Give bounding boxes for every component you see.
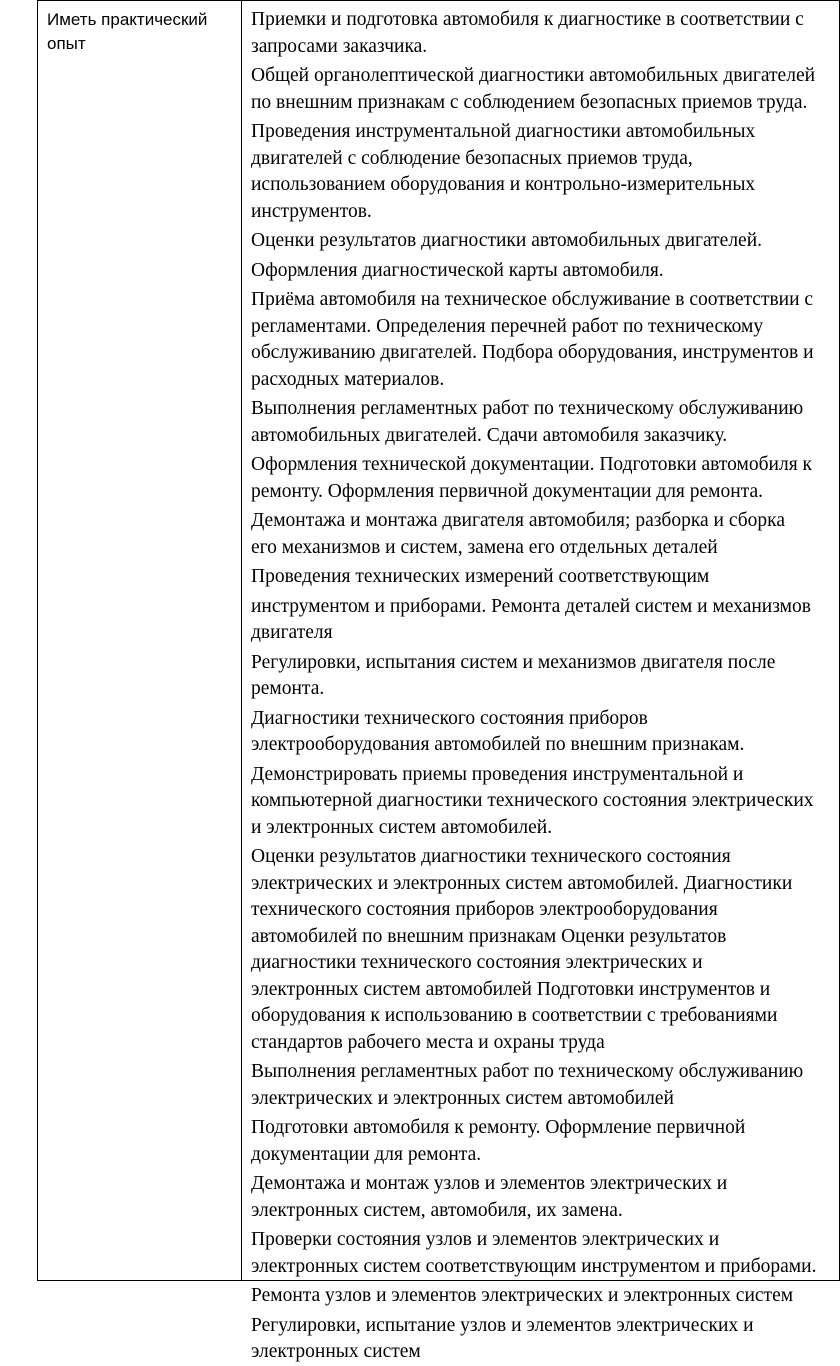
text-line: двигателей с соблюдение безопасных приемов труда, <box>251 147 693 169</box>
text-line: Выполнения регламентных работ по техническому обслуживанию <box>251 398 804 419</box>
text-line: электронных систем соответствующим инструментом и приборами. <box>251 1255 817 1277</box>
right-cell <box>242 1 840 1362</box>
text-line: использованием оборудования и контрольно-измерительных <box>251 174 756 195</box>
text-line: Диагностики технического состояния приборов <box>251 707 648 729</box>
table-row <box>38 1 840 1281</box>
right-cell-content <box>242 1 839 1362</box>
left-cell-text: Иметь практический опыт <box>47 10 208 53</box>
text-line: обслуживанию двигателей. Подбора оборудования, инструментов и <box>251 342 814 363</box>
text-line: электрических и электронных систем автомобилей <box>251 1087 674 1109</box>
text-line: и электронных систем автомобилей. <box>251 816 553 838</box>
text-line: Регулировки, испытание узлов и элементов электрических и <box>251 1314 754 1336</box>
text-line: технического состояния приборов электрооборудования <box>251 899 718 920</box>
left-cell <box>38 1 242 1281</box>
text-line: электрооборудования автомобилей по внешним признакам. <box>251 734 745 755</box>
text-line: электронных систем <box>251 1341 421 1362</box>
text-line: Подготовки автомобиля к ремонту. Оформление первичной <box>251 1117 746 1138</box>
text-line: электрических и электронных систем автомобилей. Диагностики <box>251 872 793 894</box>
text-line: автомобилей по внешним признакам Оценки результатов <box>251 925 727 947</box>
text-line: по внешним признакам с соблюдением безопасных приемов труда. <box>251 91 808 113</box>
text-line: оборудования к использованию в соответствии с требованиями <box>251 1005 778 1026</box>
text-line: компьютерной диагностики технического состояния электрических <box>251 790 814 811</box>
text-line: Оформления диагностической карты автомобиля. <box>251 259 664 281</box>
text-line: Оформления технической документации. Подготовки автомобиля к <box>251 454 813 475</box>
text-line: Оценки результатов диагностики автомобильных двигателей. <box>251 230 763 251</box>
text-line: Выполнения регламентных работ по техническому обслуживанию <box>251 1061 804 1082</box>
text-line: инструментов. <box>251 200 372 222</box>
text-line: документации для ремонта. <box>251 1143 482 1165</box>
text-line: стандартов рабочего места и охраны труда <box>251 1031 605 1053</box>
text-line: автомобильных двигателей. Сдачи автомобиля заказчику. <box>251 424 728 446</box>
text-line: Проведения инструментальной диагностики автомобильных <box>251 121 756 142</box>
text-line: Проверки состояния узлов и элементов электрических и <box>251 1229 720 1250</box>
text-line: Общей органолептической диагностики автомобильных двигателей <box>251 65 816 86</box>
text-line: регламентами. Определения перечней работ по техническому <box>251 315 764 337</box>
text-line: Приёма автомобиля на техническое обслуживание в соответствии с <box>251 289 814 310</box>
text-line: Оценки результатов диагностики технического состояния <box>251 846 731 867</box>
text-line: Демонтажа и монтаж узлов и элементов электрических и <box>251 1173 728 1194</box>
text-line: ремонту. Оформления первичной документации для ремонта. <box>251 480 763 502</box>
text-line: электронных систем, автомобиля, их замена. <box>251 1199 623 1221</box>
text-line: Проведения технических измерений соответствующим <box>251 566 710 587</box>
text-line: диагностики технического состояния электрических и <box>251 952 703 973</box>
text-line: Ремонта узлов и элементов электрических и электронных систем <box>251 1285 794 1306</box>
text-line: расходных материалов. <box>251 368 445 390</box>
text-line: его механизмов и систем, замена его отдельных деталей <box>251 536 718 558</box>
text-line: инструментом и приборами. Ремонта деталей систем и механизмов <box>251 595 811 617</box>
competency-table <box>37 0 840 1362</box>
text-line: Демонстрировать приемы проведения инструментальной и <box>251 763 744 785</box>
text-line: ремонта. <box>251 678 325 699</box>
text-line: двигателя <box>251 622 333 643</box>
text-line: электронных систем автомобилей Подготовки инструментов и <box>251 978 771 1000</box>
text-line: Приемки и подготовка автомобиля к диагностике в соответствии с <box>251 9 804 30</box>
text-line: запросами заказчика. <box>251 35 428 57</box>
text-line: Демонтажа и монтажа двигателя автомобиля; разборка и сборка <box>251 510 786 531</box>
text-line: Регулировки, испытания систем и механизмов двигателя после <box>251 651 776 673</box>
right-cell-text <box>242 1 839 1366</box>
